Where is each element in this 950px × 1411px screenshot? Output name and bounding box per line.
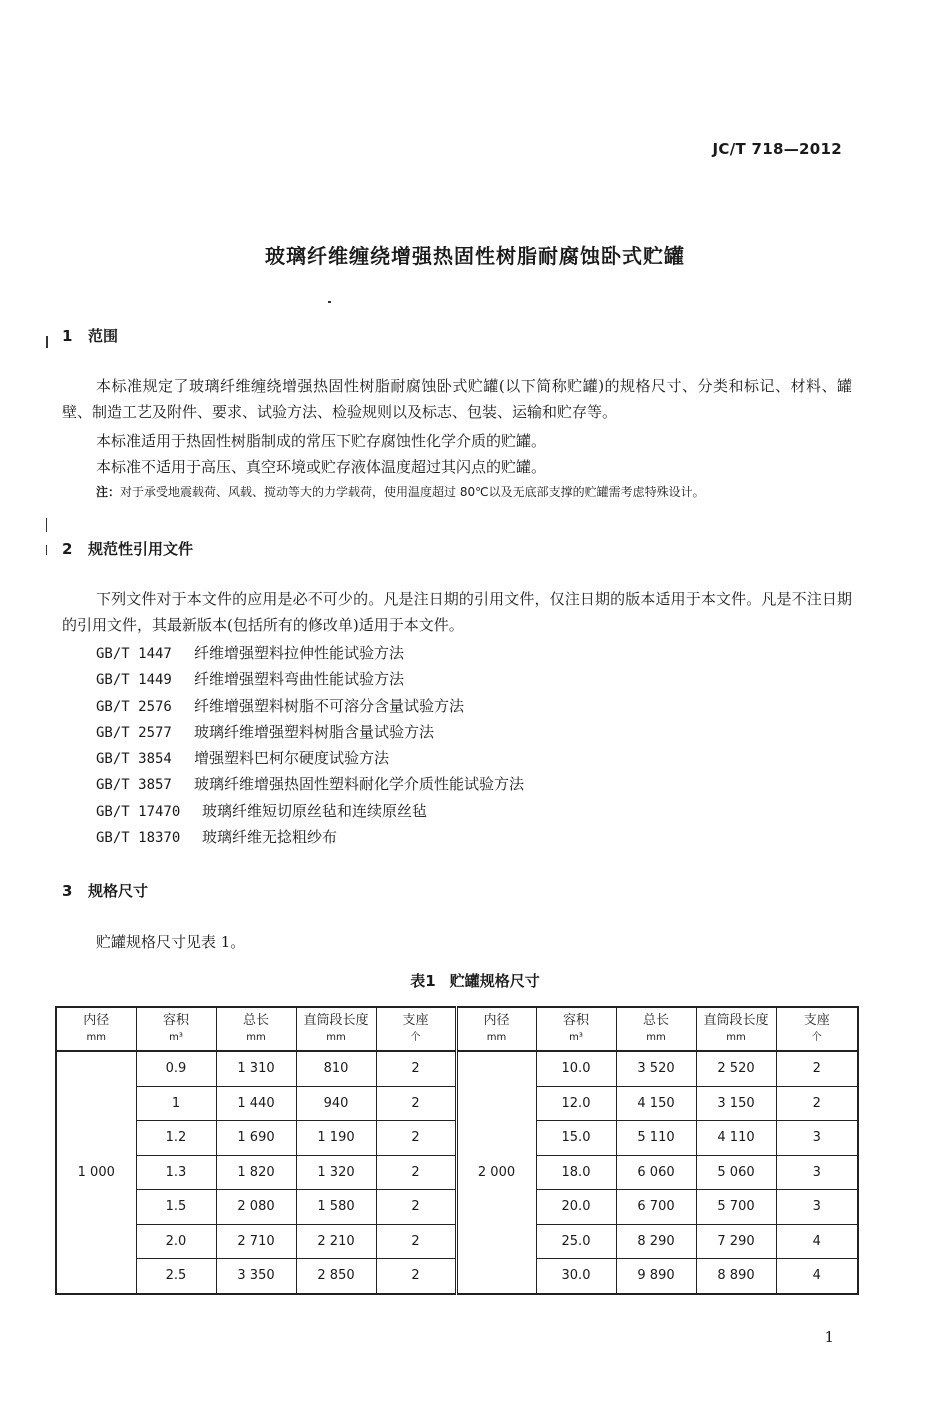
- table-cell: 1 820: [216, 1155, 296, 1190]
- column-header: 容积 m³: [136, 1007, 216, 1051]
- section-3-heading: [62, 880, 148, 901]
- reference-code: GB/T 17470: [96, 803, 181, 820]
- table-cell: 1: [136, 1086, 216, 1121]
- table-cell: 6 060: [616, 1155, 696, 1190]
- table-cell: 2 080: [216, 1190, 296, 1225]
- reference-code: GB/T 2576: [96, 698, 172, 715]
- column-header: 直筒段长度 mm: [296, 1007, 376, 1051]
- scan-mark: [46, 336, 48, 348]
- table-cell: 4: [776, 1259, 858, 1294]
- reference-title: 玻璃纤维增强塑料树脂含量试验方法: [194, 722, 435, 741]
- table-cell: 1.3: [136, 1155, 216, 1190]
- table-cell: 2 850: [296, 1259, 376, 1294]
- table-cell: 2 520: [696, 1051, 776, 1086]
- table-header-row: [56, 1007, 858, 1051]
- standard-code: JC/T 718—2012: [712, 140, 842, 158]
- table-title: 贮罐规格尺寸: [449, 972, 540, 990]
- table-cell: 25.0: [536, 1224, 616, 1259]
- table-cell: 1 320: [296, 1155, 376, 1190]
- table-cell: 3 150: [696, 1086, 776, 1121]
- reference-code: GB/T 18370: [96, 830, 181, 847]
- table-caption: [0, 970, 950, 991]
- table-cell: 1 690: [216, 1121, 296, 1156]
- table-cell: 2 210: [296, 1224, 376, 1259]
- page-number: 1: [824, 1328, 834, 1346]
- spec-table: [55, 1006, 859, 1295]
- table-cell: 4 150: [616, 1086, 696, 1121]
- section-1-paragraph: 本标准规定了玻璃纤维缠绕增强热固性树脂耐腐蚀卧式贮罐(以下简称贮罐)的规格尺寸、分类和标记、材料、罐壁、制造工艺及附件、要求、试验方法、检验规则以及标志、包装、运输和贮存等。: [62, 377, 852, 421]
- note-label: 注：: [96, 485, 121, 499]
- column-header: 支座 个: [776, 1007, 858, 1051]
- column-header: 支座 个: [376, 1007, 456, 1051]
- column-header: 总长 mm: [616, 1007, 696, 1051]
- reference-code: GB/T 1447: [96, 646, 172, 662]
- table-cell: 1 310: [216, 1051, 296, 1086]
- table-cell: 1.2: [136, 1121, 216, 1156]
- table-cell: 20.0: [536, 1190, 616, 1225]
- table-cell: 5 110: [616, 1121, 696, 1156]
- section-number: 2: [62, 540, 73, 558]
- reference-item: [96, 693, 524, 719]
- table-cell: 2: [376, 1051, 456, 1086]
- scan-mark: [46, 518, 47, 532]
- table-cell: 2: [376, 1086, 456, 1121]
- table-cell: 2.5: [136, 1259, 216, 1294]
- table-cell: 2: [776, 1086, 858, 1121]
- table-cell: 18.0: [536, 1155, 616, 1190]
- reference-item: [96, 719, 524, 745]
- section-3-text: 贮罐规格尺寸见表 1。: [96, 933, 246, 951]
- table-cell: 15.0: [536, 1121, 616, 1156]
- reference-item: [96, 745, 524, 771]
- section-number: 1: [62, 327, 73, 345]
- table-cell: 3: [776, 1121, 858, 1156]
- table-cell: 2: [376, 1155, 456, 1190]
- section-title: 规范性引用文件: [88, 540, 194, 558]
- reference-code: GB/T 2577: [96, 724, 172, 741]
- table-cell: 3: [776, 1155, 858, 1190]
- section-2-intro: 下列文件对于本文件的应用是必不可少的。凡是注日期的引用文件，仅注日期的版本适用于本文件。凡是不注日期的引用文件，其最新版本(包括所有的修改单)适用于本文件。: [62, 590, 852, 634]
- reference-title: 纤维增强塑料弯曲性能试验方法: [194, 670, 405, 689]
- table-cell: 2 710: [216, 1224, 296, 1259]
- table-cell: 810: [296, 1051, 376, 1086]
- table-cell: 2: [376, 1121, 456, 1156]
- column-header: 总长 mm: [216, 1007, 296, 1051]
- table-cell: 7 290: [696, 1224, 776, 1259]
- table-cell: 3 350: [216, 1259, 296, 1294]
- reference-item: [96, 798, 524, 824]
- section-2-heading: [62, 538, 193, 559]
- table-cell: 2: [376, 1259, 456, 1294]
- document-title: 玻璃纤维缠绕增强热固性树脂耐腐蚀卧式贮罐: [265, 244, 685, 268]
- table-cell: 5 060: [696, 1155, 776, 1190]
- table-cell: 9 890: [616, 1259, 696, 1294]
- reference-code: GB/T 3854: [96, 751, 172, 768]
- section-1-paragraph: 本标准适用于热固性树脂制成的常压下贮存腐蚀性化学介质的贮罐。: [96, 432, 547, 450]
- section-1-heading: [62, 325, 118, 346]
- reference-title: 玻璃纤维无捻粗纱布: [202, 828, 338, 847]
- reference-item: [96, 771, 524, 797]
- reference-item: [96, 824, 524, 850]
- table-cell: 0.9: [136, 1051, 216, 1086]
- table-cell: 2: [376, 1190, 456, 1225]
- diameter-cell: 2 000: [456, 1051, 536, 1294]
- reference-list: [96, 640, 524, 850]
- table-cell: 3 520: [616, 1051, 696, 1086]
- table-cell: 2: [376, 1224, 456, 1259]
- table-cell: 1 440: [216, 1086, 296, 1121]
- reference-title: 纤维增强塑料树脂不可溶分含量试验方法: [194, 696, 465, 715]
- table-cell: 940: [296, 1086, 376, 1121]
- table-cell: 3: [776, 1190, 858, 1225]
- section-number: 3: [62, 882, 73, 900]
- reference-title: 纤维增强塑料拉伸性能试验方法: [194, 644, 405, 662]
- table-cell: 1.5: [136, 1190, 216, 1225]
- scan-mark: [46, 545, 47, 555]
- table-cell: 8 890: [696, 1259, 776, 1294]
- column-header: 内径 mm: [456, 1007, 536, 1051]
- note-text: 对于承受地震载荷、风载、搅动等大的力学载荷，使用温度超过 80℃以及无底部支撑的贮罐需考虑特殊设计。: [120, 485, 705, 499]
- table-cell: 2.0: [136, 1224, 216, 1259]
- table-cell: 5 700: [696, 1190, 776, 1225]
- column-header: 内径 mm: [56, 1007, 136, 1051]
- table-cell: 4: [776, 1224, 858, 1259]
- reference-item: [96, 640, 524, 666]
- reference-title: 增强塑料巴柯尔硬度试验方法: [194, 749, 390, 768]
- column-header: 容积 m³: [536, 1007, 616, 1051]
- table-cell: 10.0: [536, 1051, 616, 1086]
- table-cell: 2: [776, 1051, 858, 1086]
- table-cell: 8 290: [616, 1224, 696, 1259]
- diameter-cell: 1 000: [56, 1051, 136, 1294]
- table-cell: 1 580: [296, 1190, 376, 1225]
- reference-title: 玻璃纤维增强热固性塑料耐化学介质性能试验方法: [194, 775, 525, 794]
- column-header: 直筒段长度 mm: [696, 1007, 776, 1051]
- table-cell: 4 110: [696, 1121, 776, 1156]
- table-number: 表1: [410, 972, 436, 990]
- section-title: 范围: [88, 327, 119, 345]
- section-1-paragraph: 本标准不适用于高压、真空环境或贮存液体温度超过其闪点的贮罐。: [96, 458, 547, 476]
- scan-mark: [328, 301, 331, 303]
- reference-code: GB/T 1449: [96, 672, 172, 689]
- table-cell: 1 190: [296, 1121, 376, 1156]
- section-title: 规格尺寸: [88, 882, 149, 900]
- section-1-note: [96, 482, 705, 502]
- table-cell: 12.0: [536, 1086, 616, 1121]
- table-cell: 6 700: [616, 1190, 696, 1225]
- reference-title: 玻璃纤维短切原丝毡和连续原丝毡: [202, 801, 428, 820]
- table-cell: 30.0: [536, 1259, 616, 1294]
- reference-code: GB/T 3857: [96, 777, 172, 794]
- table-row: [56, 1051, 858, 1086]
- reference-item: [96, 666, 524, 692]
